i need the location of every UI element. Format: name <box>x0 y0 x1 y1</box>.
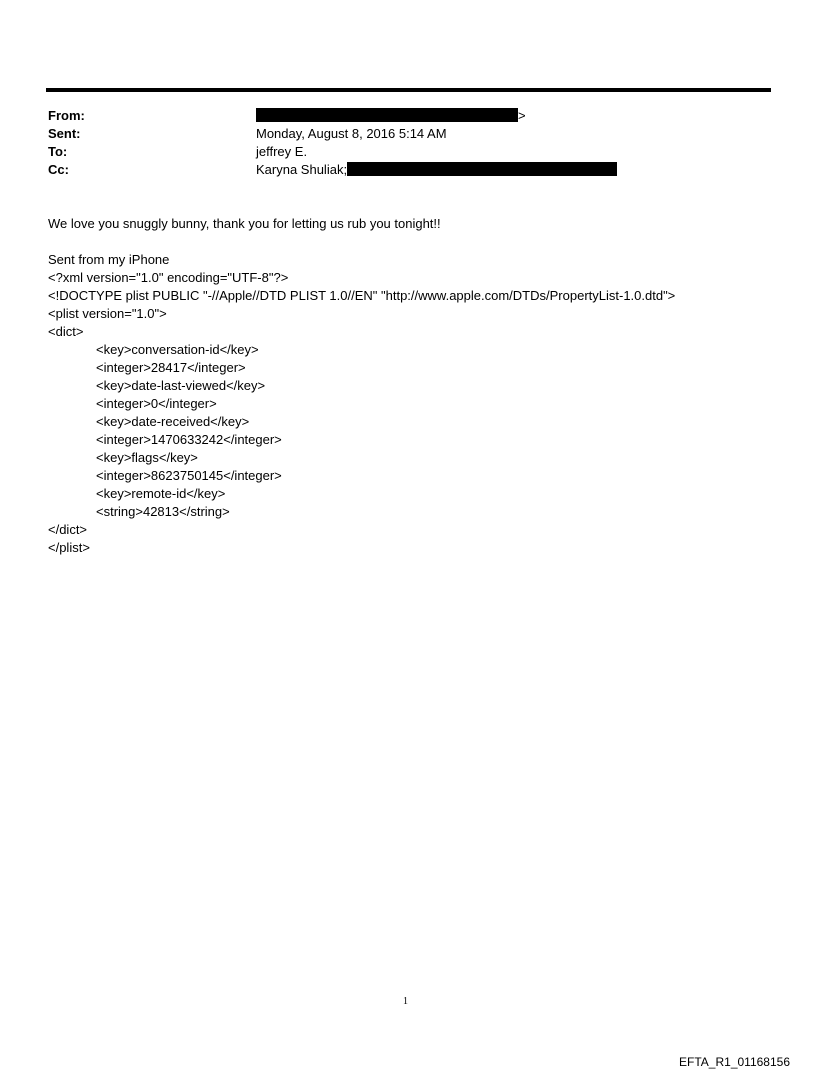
cc-label: Cc: <box>48 162 69 177</box>
message-body: We love you snuggly bunny, thank you for letting us rub you tonight!! <box>48 216 441 231</box>
plist-line: <key>remote-id</key> <box>96 486 226 501</box>
from-label: From: <box>48 108 85 123</box>
plist-line: <plist version="1.0"> <box>48 306 167 321</box>
cc-value <box>256 161 617 179</box>
sent-value: Monday, August 8, 2016 5:14 AM <box>256 126 447 141</box>
plist-line: <integer>28417</integer> <box>96 360 246 375</box>
plist-line: </plist> <box>48 540 90 555</box>
to-value: jeffrey E. <box>256 144 308 159</box>
cc-value-text: Karyna Shuliak; <box>256 162 348 177</box>
page-number: 1 <box>403 996 408 1007</box>
plist-line: <key>date-last-viewed</key> <box>96 378 266 393</box>
plist-line: </dict> <box>48 522 88 537</box>
plist-line: <integer>0</integer> <box>96 396 217 411</box>
redaction-block <box>256 108 518 122</box>
to-label: To: <box>48 144 68 159</box>
plist-line: <key>date-received</key> <box>96 414 250 429</box>
plist-line: <!DOCTYPE plist PUBLIC "-//Apple//DTD PLIST 1.0//EN" "http://www.apple.com/DTDs/PropertyList-1.0.dtd"> <box>48 288 676 303</box>
document-id: EFTA_R1_01168156 <box>679 1055 790 1069</box>
redaction-block <box>347 162 617 176</box>
plist-line: <key>conversation-id</key> <box>96 342 259 357</box>
message-signature: Sent from my iPhone <box>48 252 170 267</box>
plist-line: <key>flags</key> <box>96 450 198 465</box>
from-value <box>256 107 526 125</box>
sent-label: Sent: <box>48 126 81 141</box>
plist-line: <?xml version="1.0" encoding="UTF-8"?> <box>48 270 289 285</box>
from-value-suffix: > <box>518 108 526 123</box>
plist-line: <dict> <box>48 324 84 339</box>
plist-line: <string>42813</string> <box>96 504 230 519</box>
plist-line: <integer>8623750145</integer> <box>96 468 282 483</box>
header-rule <box>46 88 771 92</box>
plist-line: <integer>1470633242</integer> <box>96 432 282 447</box>
